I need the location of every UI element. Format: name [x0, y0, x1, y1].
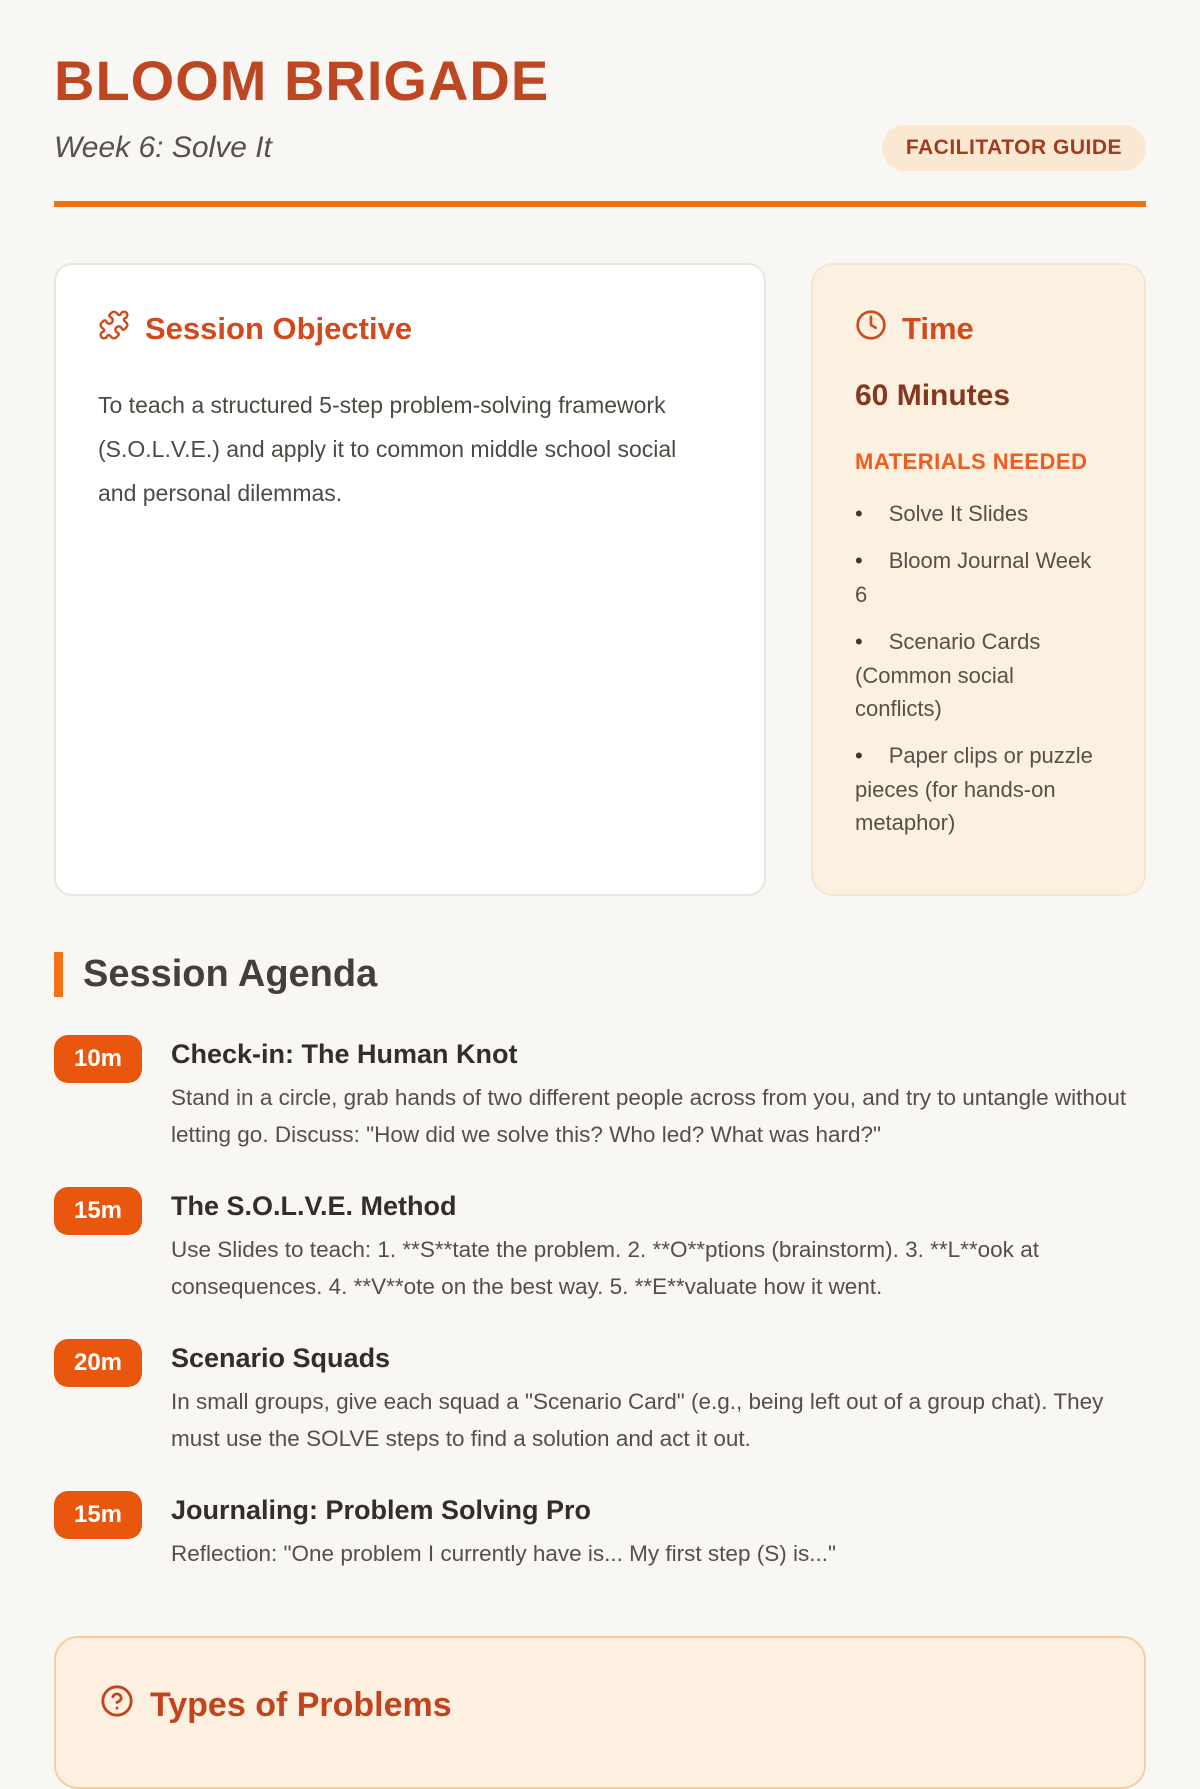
- agenda-item-desc: Use Slides to teach: 1. **S**tate the problem. 2. **O**ptions (brainstorm). 3. **L**ook at consequences. 4. **V**ote on the best way. 5. **E**valuate how it went.: [171, 1237, 1039, 1299]
- agenda-item-content: [171, 1339, 1146, 1457]
- agenda-item-desc: In small groups, give each squad a "Scenario Card" (e.g., being left out of a group chat). They must use the SOLVE steps to find a solution and act it out.: [171, 1389, 1104, 1451]
- session-objective-heading: [98, 309, 722, 349]
- page-subtitle: Week 6: Solve It: [54, 130, 272, 164]
- page-header: [54, 49, 1146, 207]
- types-of-problems-heading-label: Types of Problems: [150, 1686, 452, 1725]
- agenda-item: [54, 1187, 1146, 1305]
- agenda-item-content: [171, 1491, 1146, 1572]
- top-cards-row: [54, 263, 1146, 896]
- time-badge: 15m: [54, 1491, 142, 1539]
- help-circle-icon: [100, 1684, 134, 1727]
- agenda-item: [54, 1339, 1146, 1457]
- session-agenda-section: [54, 952, 1146, 1573]
- time-badge: 15m: [54, 1187, 142, 1235]
- agenda-item-content: [171, 1187, 1146, 1305]
- types-of-problems-heading: [100, 1684, 1100, 1727]
- agenda-item-desc: Stand in a circle, grab hands of two different people across from you, and try to untangle without letting go. Discuss: "How did we solve this? Who led? What was hard?": [171, 1085, 1127, 1147]
- agenda-items: [54, 1035, 1146, 1572]
- materials-list-item: • Scenario Cards (Common social conflicts): [855, 625, 1102, 725]
- agenda-item-desc: Reflection: "One problem I currently have is... My first step (S) is...": [171, 1540, 836, 1566]
- session-objective-heading-label: Session Objective: [145, 310, 413, 346]
- agenda-item: [54, 1035, 1146, 1153]
- time-card: [811, 263, 1146, 896]
- types-of-problems-card: [54, 1636, 1146, 1789]
- agenda-item-title: The S.O.L.V.E. Method: [171, 1191, 457, 1222]
- session-objective-body: To teach a structured 5-step problem-solving framework (S.O.L.V.E.) and apply it to common middle school social and personal dilemmas.: [98, 391, 677, 507]
- materials-list: [855, 497, 1102, 840]
- agenda-item: [54, 1491, 1146, 1572]
- materials-list-item: • Solve It Slides: [855, 497, 1102, 530]
- materials-list-item: • Bloom Journal Week 6: [855, 544, 1102, 611]
- time-heading: [855, 309, 1102, 349]
- agenda-item-title: Check-in: The Human Knot: [171, 1039, 518, 1070]
- time-badge: 10m: [54, 1035, 142, 1083]
- session-agenda-heading: Session Agenda: [54, 952, 1146, 998]
- session-duration: 60 Minutes: [855, 378, 1011, 412]
- materials-needed-label: MATERIALS NEEDED: [855, 448, 1088, 474]
- agenda-item-title: Scenario Squads: [171, 1343, 391, 1374]
- facilitator-guide-badge: FACILITATOR GUIDE: [882, 125, 1146, 171]
- header-divider: [54, 201, 1146, 207]
- page-title: BLOOM BRIGADE: [54, 49, 550, 112]
- materials-list-item: • Paper clips or puzzle pieces (for hands-on metaphor): [855, 739, 1102, 839]
- puzzle-icon: [98, 309, 130, 349]
- subtitle-row: [54, 125, 1146, 171]
- agenda-item-content: [171, 1035, 1146, 1153]
- clock-icon: [855, 309, 887, 349]
- session-objective-card: [54, 263, 766, 896]
- agenda-item-title: Journaling: Problem Solving Pro: [171, 1494, 592, 1525]
- time-heading-label: Time: [902, 310, 974, 346]
- time-badge: 20m: [54, 1339, 142, 1387]
